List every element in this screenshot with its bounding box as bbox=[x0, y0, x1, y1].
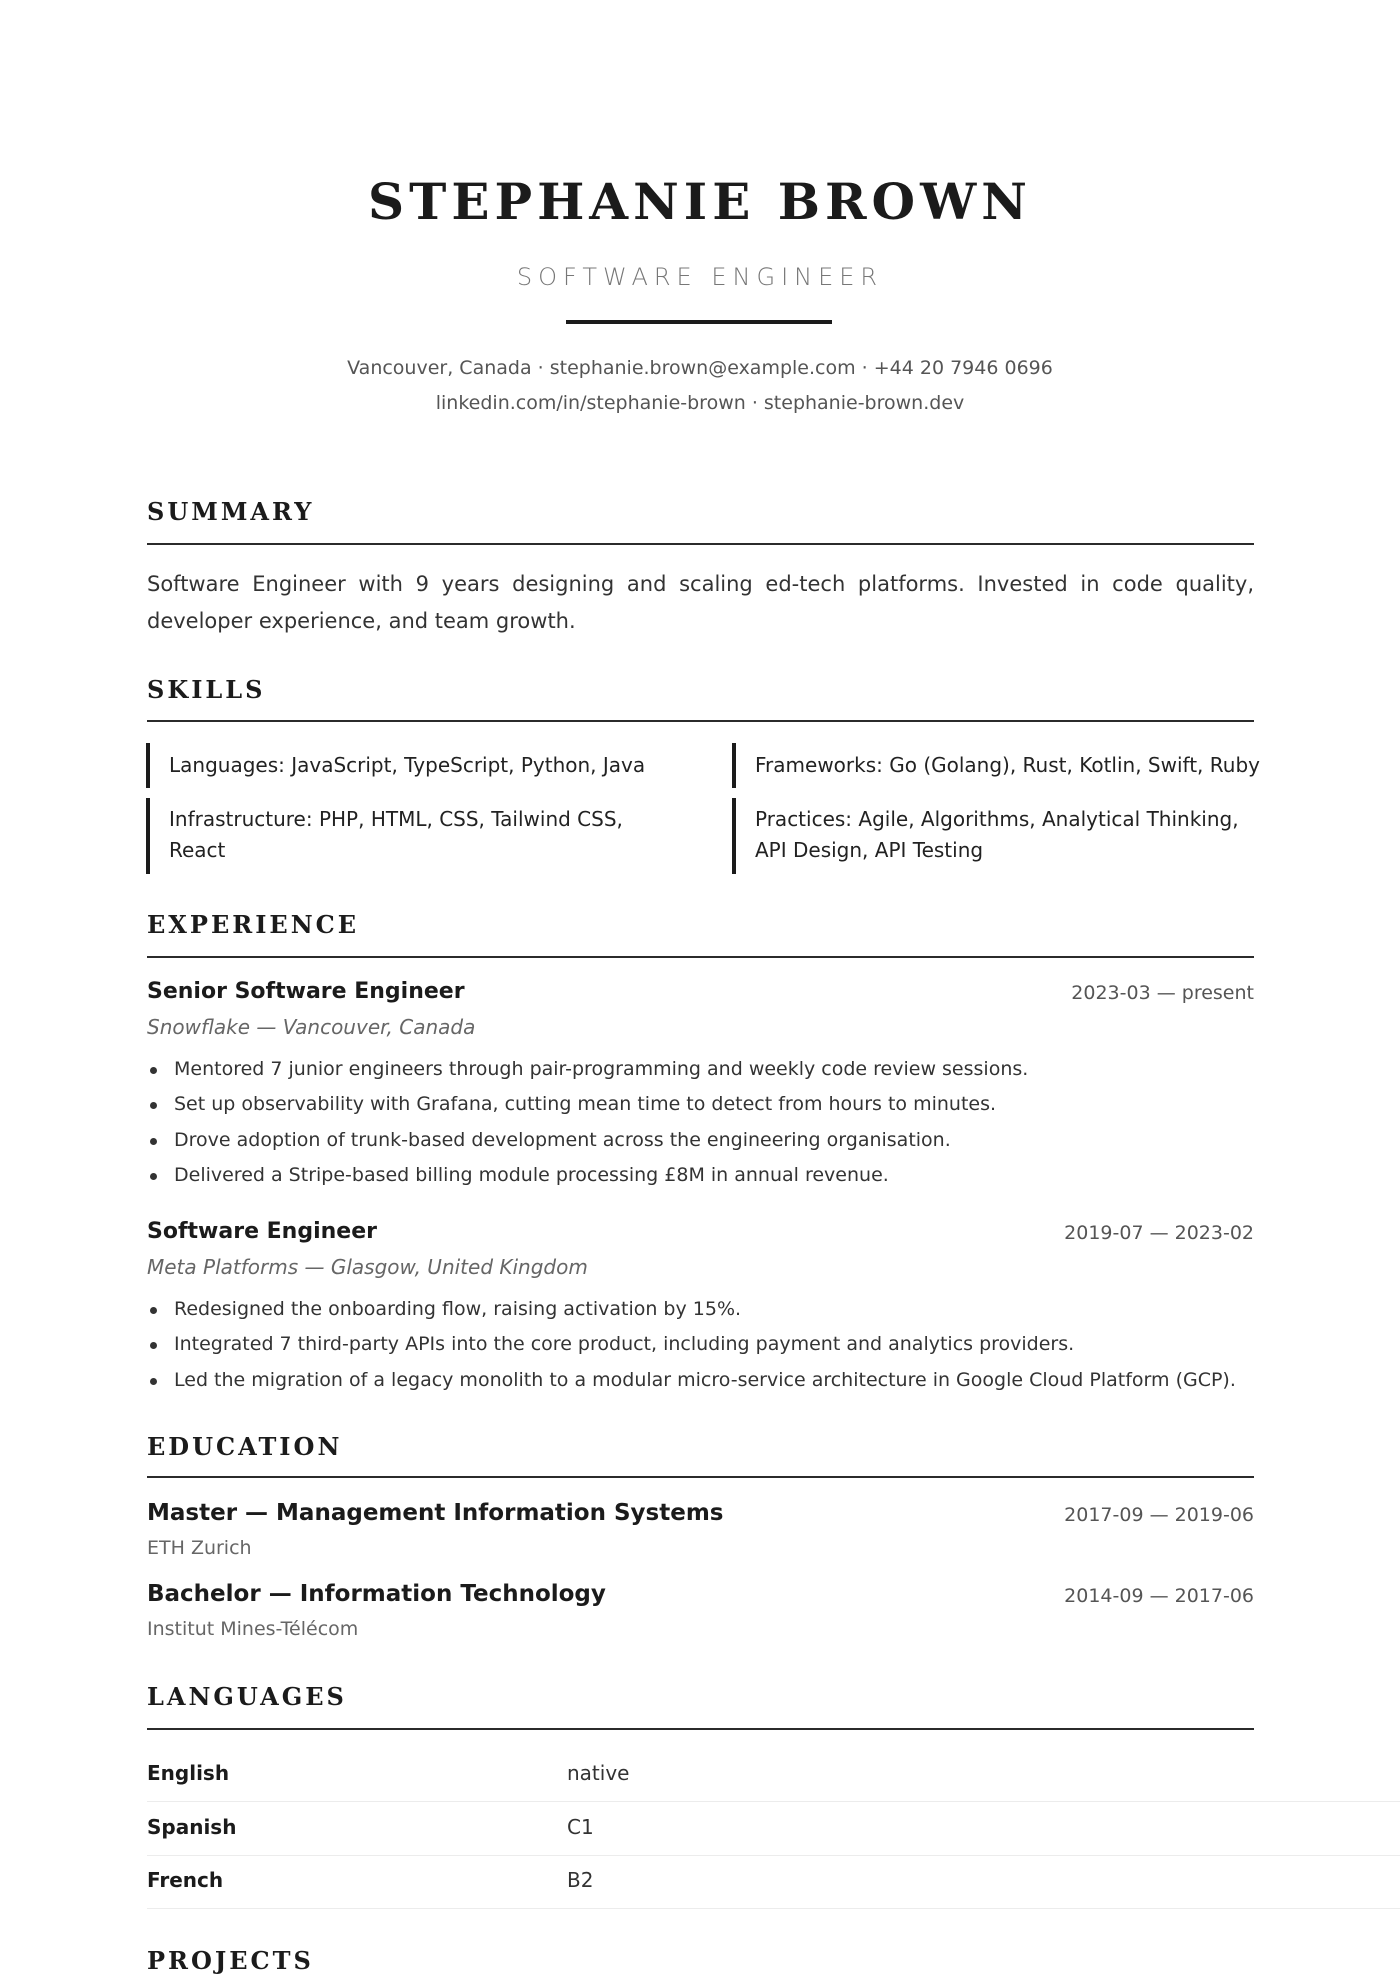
language-row bbox=[147, 1856, 1400, 1909]
job-dates: 2019-07 — 2023-02 bbox=[1064, 1222, 1254, 1244]
section-heading-skills: SKILLS bbox=[147, 675, 266, 704]
contact-line-1: Vancouver, Canada · stephanie.brown@example.com · +44 20 7946 0696 bbox=[347, 357, 1053, 379]
language-level: native bbox=[567, 1761, 630, 1785]
section-rule-education bbox=[147, 1476, 1254, 1478]
section-rule-experience bbox=[147, 956, 1254, 958]
education-school: Institut Mines-Télécom bbox=[147, 1618, 359, 1640]
language-level: B2 bbox=[567, 1868, 594, 1892]
bullet-icon bbox=[150, 1173, 157, 1180]
job-bullet bbox=[147, 1123, 1257, 1158]
job-bullet bbox=[147, 1087, 1257, 1122]
candidate-name: STEPHANIE BROWN bbox=[368, 172, 1032, 231]
job-bullet bbox=[147, 1052, 1257, 1087]
bullet-icon bbox=[150, 1067, 157, 1074]
title-divider bbox=[566, 320, 832, 324]
bullet-icon bbox=[150, 1378, 157, 1385]
bullet-icon bbox=[150, 1307, 157, 1314]
job-title: Software Engineer bbox=[147, 1219, 377, 1244]
education-school: ETH Zurich bbox=[147, 1537, 252, 1559]
section-heading-education: EDUCATION bbox=[147, 1432, 343, 1461]
candidate-role: SOFTWARE ENGINEER bbox=[516, 263, 884, 291]
bullet-text: Delivered a Stripe-based billing module processing £8M in annual revenue. bbox=[174, 1164, 889, 1187]
bullet-icon bbox=[150, 1138, 157, 1145]
language-name: Spanish bbox=[147, 1815, 237, 1839]
bullet-text: Integrated 7 third-party APIs into the core product, including payment and analytics providers. bbox=[174, 1333, 1075, 1356]
summary-text: Software Engineer with 9 years designing and scaling ed-tech platforms. Invested in code quality, developer experience, and team growth. bbox=[147, 572, 1254, 633]
bullet-icon bbox=[150, 1102, 157, 1109]
skill-group-frameworks: Frameworks: Go (Golang), Rust, Kotlin, Swift, Ruby bbox=[732, 743, 1262, 788]
education-degree: Master — Management Information Systems bbox=[147, 1500, 724, 1526]
job-bullet bbox=[147, 1158, 1257, 1193]
job-bullet bbox=[147, 1327, 1257, 1362]
bullet-icon bbox=[150, 1342, 157, 1349]
job-company: Snowflake — Vancouver, Canada bbox=[147, 1015, 476, 1039]
language-level: C1 bbox=[567, 1815, 594, 1839]
job-company: Meta Platforms — Glasgow, United Kingdom bbox=[147, 1255, 588, 1279]
job-title: Senior Software Engineer bbox=[147, 979, 465, 1004]
education-degree: Bachelor — Information Technology bbox=[147, 1581, 606, 1607]
section-rule-summary bbox=[147, 543, 1254, 545]
bullet-text: Led the migration of a legacy monolith to a modular micro-service architecture in Google Cloud Platform (GCP). bbox=[174, 1368, 1236, 1391]
section-heading-languages: LANGUAGES bbox=[147, 1682, 347, 1711]
job-bullet-list bbox=[147, 1292, 1257, 1398]
job-bullet bbox=[147, 1292, 1257, 1327]
job-dates: 2023-03 — present bbox=[1071, 982, 1254, 1004]
bullet-text: Set up observability with Grafana, cutting mean time to detect from hours to minutes. bbox=[174, 1093, 997, 1116]
bullet-text: Redesigned the onboarding flow, raising activation by 15%. bbox=[174, 1298, 742, 1320]
skill-group-infrastructure: Infrastructure: PHP, HTML, CSS, Tailwind CSS, React bbox=[146, 798, 666, 874]
job-bullet-list bbox=[147, 1052, 1257, 1194]
bullet-text: Mentored 7 junior engineers through pair-programming and weekly code review sessions. bbox=[174, 1058, 1029, 1080]
section-rule-skills bbox=[147, 720, 1254, 722]
language-row bbox=[147, 1749, 1400, 1802]
section-heading-experience: EXPERIENCE bbox=[147, 910, 360, 939]
section-heading-summary: SUMMARY bbox=[147, 497, 315, 526]
language-row bbox=[147, 1803, 1400, 1856]
contact-line-2: linkedin.com/in/stephanie-brown · stephanie-brown.dev bbox=[435, 392, 965, 414]
section-heading-projects: PROJECTS bbox=[147, 1946, 314, 1975]
job-bullet bbox=[147, 1363, 1257, 1398]
skill-group-languages: Languages: JavaScript, TypeScript, Python, Java bbox=[146, 743, 666, 788]
section-rule-languages bbox=[147, 1728, 1254, 1730]
education-dates: 2017-09 — 2019-06 bbox=[1064, 1504, 1254, 1526]
language-name: French bbox=[147, 1868, 224, 1892]
language-name: English bbox=[147, 1761, 230, 1785]
education-dates: 2014-09 — 2017-06 bbox=[1064, 1585, 1254, 1607]
skill-group-practices: Practices: Agile, Algorithms, Analytical Thinking, API Design, API Testing bbox=[732, 798, 1252, 874]
bullet-text: Drove adoption of trunk-based development across the engineering organisation. bbox=[174, 1128, 951, 1151]
